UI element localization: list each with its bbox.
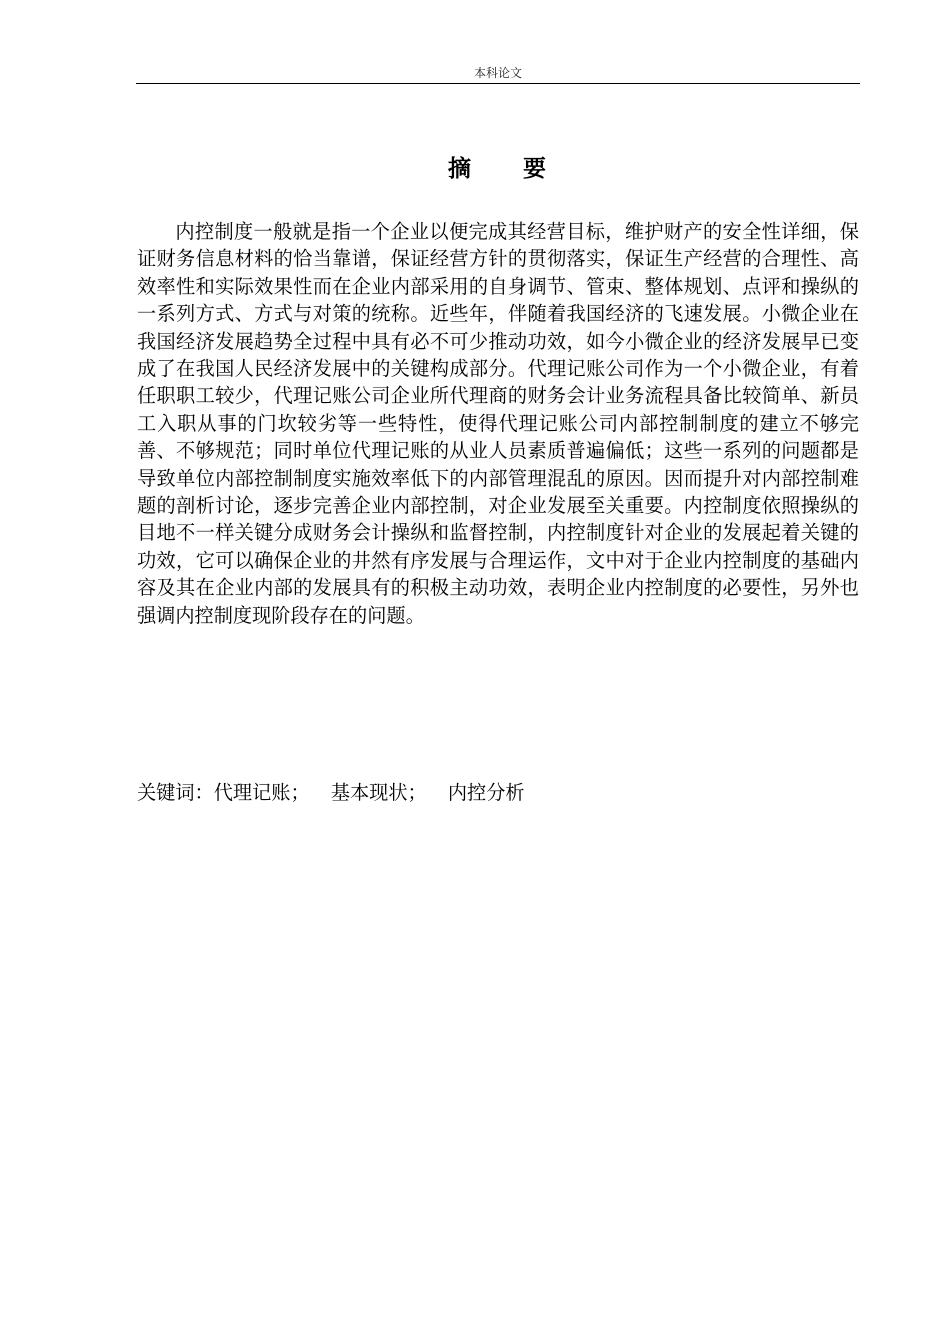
header-divider [136, 83, 860, 84]
keywords-line [137, 779, 859, 807]
keywords-label: 关键词： [137, 781, 214, 804]
abstract-title: 摘 要 [448, 155, 548, 182]
abstract-body: 内控制度一般就是指一个企业以便完成其经营目标，维护财产的安全性详细，保证财务信息材料的恰当靠谱，保证经营方针的贯彻落实，保证生产经营的合理性、高效率性和实际效果性而在企业内部采用的自身调节、管束、整体规划、点评和操纵的一系列方式、方式与对策的统称。近些年，伴随着我国经济的飞速发展。小微企业在我国经济发展趋势全过程中具有必不可少推动功效，如今小微企业的经济发展早已变成了在我国人民经济发展中的关键构成部分。代理记账公司作为一个小微企业，有着任职职工较少，代理记账公司企业所代理商的财务会计业务流程具备比较简单、新员工入职从事的门坎较劣等一些特性，使得代理记账公司内部控制制度的建立不够完善、不够规范；同时单位代理记账的从业人员素质普遍偏低；这些一系列的问题都是导致单位内部控制制度实施效率低下的内部管理混乱的原因。因而提升对内部控制难题的剖析讨论，逐步完善企业内部控制，对企业发展至关重要。内控制度依照操纵的目地不一样关键分成财务会计操纵和监督控制，内控制度针对企业的发展起着关键的功效，它可以确保企业的井然有序发展与合理运作，文中对于企业内控制度的基础内容及其在企业内部的发展具有的积极主动功效，表明企业内控制度的必要性，另外也强调内控制度现阶段存在的问题。 [137, 220, 859, 627]
keyword-item: 基本现状； [330, 781, 427, 804]
keyword-item: 代理记账； [213, 781, 310, 804]
running-header: 本科论文 [473, 66, 522, 80]
keyword-item: 内控分析 [447, 781, 525, 804]
